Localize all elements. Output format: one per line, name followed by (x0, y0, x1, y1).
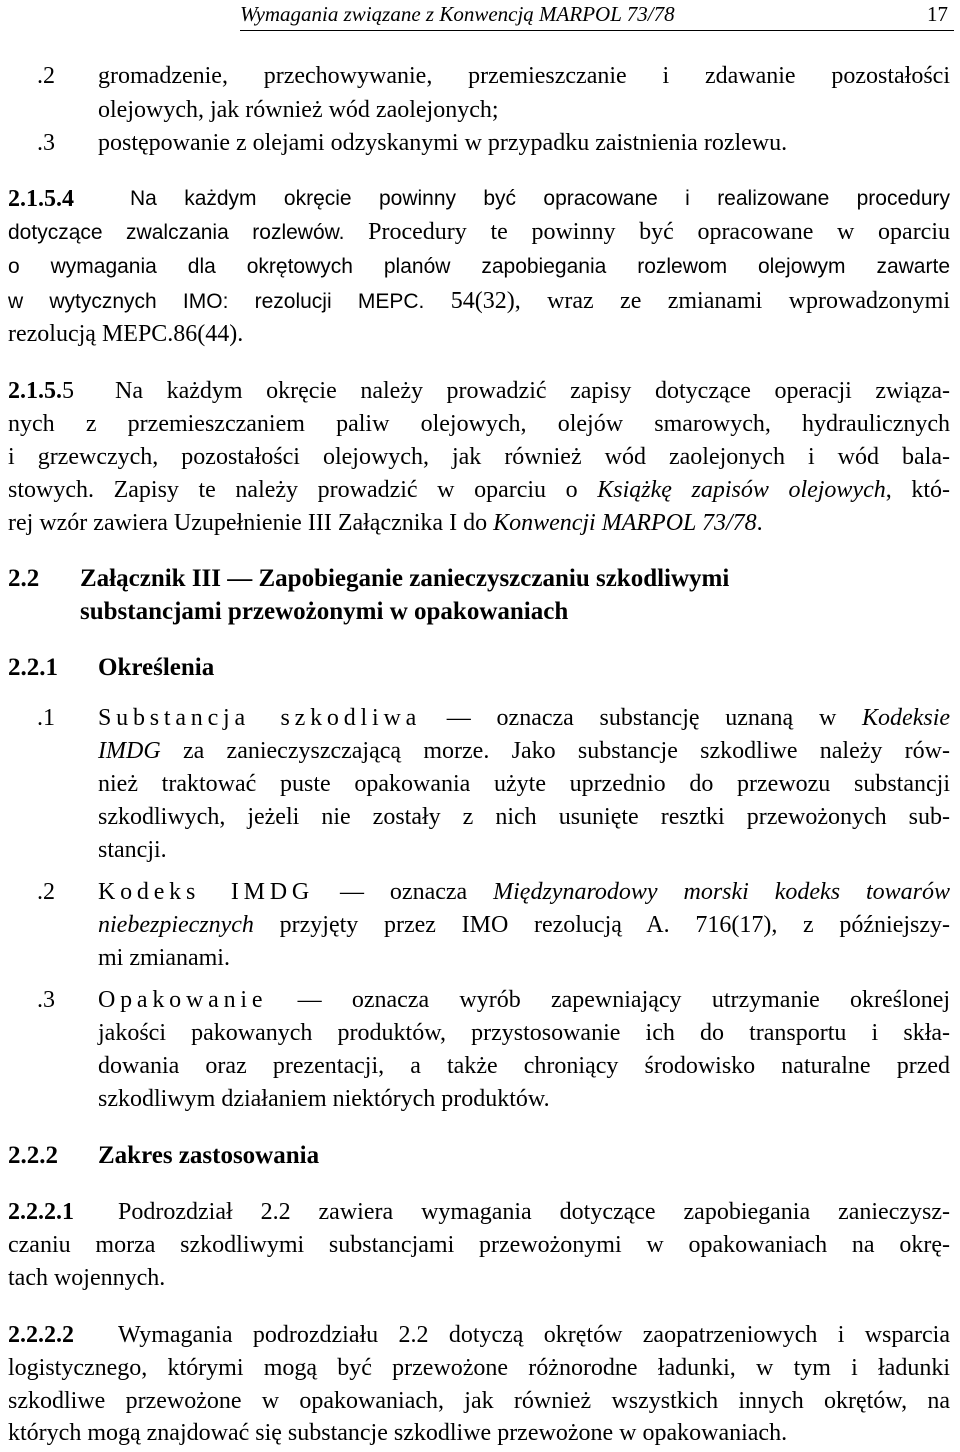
list-item-text: postępowanie z olejami odzyskanymi w przypadku zaistnienia rozlewu. (98, 130, 788, 156)
paragraph-text: rej wzór zawiera Uzupełnienie III Załącznika I do Konwencji MARPOL 73/78. (8, 510, 763, 536)
paragraph-text: stowych. Zapisy te należy prowadzić w oparciu o Książkę zapisów olejowych, któ- (8, 477, 950, 503)
paragraph-text: Podrozdział 2.2 zawiera wymagania dotyczące zapobiegania zanieczysz- (118, 1199, 950, 1225)
paragraph-text: dotyczące zwalczania rozlewów. Procedury te powinny być opracowane w oparciu (8, 219, 951, 245)
subsection-title: Zakres zastosowania (98, 1142, 320, 1169)
page-number: 17 (927, 2, 948, 26)
paragraph-text: czaniu morza szkodliwymi substancjami przewożonymi w opakowaniach na okrę- (8, 1232, 950, 1258)
section-number: 2.2 (8, 565, 40, 592)
definition-text: mi zmianami. (98, 945, 230, 971)
header-rule (240, 30, 954, 31)
definition-text: dowania oraz prezentacji, a także chroniący środowisko naturalne przed (98, 1053, 950, 1079)
paragraph-text: których mogą znajdować się substancje szkodliwe przewożone w opakowaniach. (8, 1420, 788, 1446)
list-item-number: .2 (37, 63, 55, 89)
paragraph-text: Na każdym okręcie powinny być opracowane i realizowane procedury (130, 187, 950, 210)
subsection-title: Określenia (98, 654, 215, 681)
definition-term: Opakowanie (98, 987, 268, 1013)
paragraph-text: Na każdym okręcie należy prowadzić zapisy dotyczące operacji związa- (115, 378, 950, 404)
definition-text: niebezpiecznych przyjęty przez IMO rezolucją A. 716(17), z późniejszy- (98, 912, 951, 938)
list-item-text: gromadzenie, przechowywanie, przemieszczanie i zdawanie pozostałości (98, 63, 950, 89)
definition-text: IMDG za zanieczyszczającą morze. Jako substancje szkodliwe należy rów- (98, 738, 950, 764)
definition-text: Opakowanie — oznacza wyrób zapewniający utrzymanie określonej (98, 987, 951, 1013)
paragraph-text: Wymagania podrozdziału 2.2 dotyczą okrętów zaopatrzeniowych i wsparcia (118, 1322, 950, 1348)
definition-number: .3 (37, 987, 55, 1013)
subsection-number: 2.2.1 (8, 654, 58, 681)
definition-text: Substancja szkodliwa — oznacza substancję uznaną w Kodeksie (98, 705, 951, 731)
paragraph-text: rezolucją MEPC.86(44). (8, 321, 244, 347)
list-item-number: .3 (37, 130, 55, 156)
paragraph-text: o wymagania dla okrętowych planów zapobiegania rozlewom olejowym zawarte (8, 255, 950, 278)
section-title: Załącznik III — Zapobieganie zanieczyszczaniu szkodliwymi (80, 565, 730, 592)
definition-text: Kodeks IMDG — oznacza Międzynarodowy morski kodeks towarów (98, 879, 951, 905)
paragraph-text: logistycznego, którymi mogą być przewożone różnorodne ładunki, w tym i ładunki (8, 1355, 950, 1381)
paragraph-text: nych z przemieszczaniem paliw olejowych, olejów smarowych, hydraulicznych (8, 411, 950, 437)
definition-term: Kodeks IMDG (98, 879, 315, 905)
paragraph-number: 2.1.5.4 (8, 186, 74, 212)
paragraph-text: tach wojennych. (8, 1265, 166, 1291)
paragraph-text: i grzewczych, pozostałości olejowych, jak również wód zaolejonych i wód bala- (8, 444, 950, 470)
definition-text: szkodliwych, jeżeli nie zostały z nich usunięte resztki przewożonych sub- (98, 804, 950, 830)
paragraph-text: w wytycznych IMO: rezolucji MEPC. 54(32), wraz ze zmianami wprowadzonymi (8, 288, 951, 314)
paragraph-number: 2.1.5.5 (8, 378, 74, 404)
paragraph-text: szkodliwe przewożone w opakowaniach, jak również wszystkich innych okrętów, na (8, 1388, 950, 1414)
definition-number: .1 (37, 705, 55, 731)
definition-text: szkodliwym działaniem niektórych produktów. (98, 1086, 550, 1112)
paragraph-number: 2.2.2.2 (8, 1322, 74, 1348)
definition-text: nież traktować puste opakowania użyte uprzednio do przewozu substancji (98, 771, 950, 797)
definition-text: jakości pakowanych produktów, przystosowanie ich do transportu i skła- (98, 1020, 950, 1046)
definition-number: .2 (37, 879, 55, 905)
definition-term: Substancja szkodliwa (98, 705, 422, 731)
definition-text: stancji. (98, 837, 167, 863)
list-item-text: olejowych, jak również wód zaolejonych; (98, 97, 499, 123)
header-title: Wymagania związane z Konwencją MARPOL 73/78 (240, 2, 675, 26)
running-header (240, 0, 954, 34)
section-title: substancjami przewożonymi w opakowaniach (80, 598, 569, 625)
paragraph-number: 2.2.2.1 (8, 1199, 74, 1225)
subsection-number: 2.2.2 (8, 1142, 58, 1169)
